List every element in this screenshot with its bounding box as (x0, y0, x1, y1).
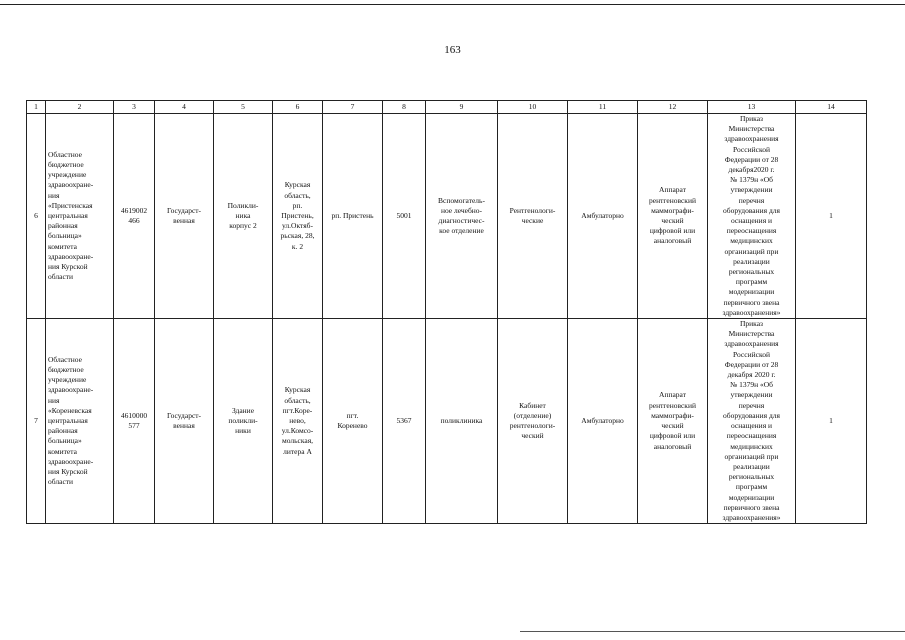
building-cell: Здание поликли- ники (214, 319, 273, 524)
equipment-cell: Аппарат рентгеновский маммографи- ческий цифровой или аналоговый (638, 114, 708, 319)
settlement-cell: пгт. Коренево (323, 319, 383, 524)
quantity-cell: 1 (796, 319, 867, 524)
row-number-cell: 7 (27, 319, 46, 524)
order-reference-cell: Приказ Министерства здравоохранения Российской Федерации от 28 декабря 2020 г. № 1379н «Об утверждении перечня оборудования для оснащения и переоснащения медицинских организаций при реализации региональных программ модернизации первичного звена здравоохранения» (708, 319, 796, 524)
quantity-cell: 1 (796, 114, 867, 319)
inn-cell: 4610000 577 (114, 319, 155, 524)
equipment-cell: Аппарат рентгеновский маммографи- ческий цифровой или аналоговый (638, 319, 708, 524)
care-type-cell: Амбулаторно (568, 114, 638, 319)
ownership-cell: Государст- венная (155, 114, 214, 319)
address-cell: Курская область, рп. Пристень, ул.Октяб- рьская, 28, к. 2 (273, 114, 323, 319)
department-cell: поликлиника (426, 319, 498, 524)
department-cell: Вспомогатель- ное лечебно- диагностичес- кое отделение (426, 114, 498, 319)
header-cell: 7 (323, 101, 383, 114)
header-cell: 8 (383, 101, 426, 114)
header-cell: 14 (796, 101, 867, 114)
header-cell: 11 (568, 101, 638, 114)
inn-cell: 4619002 466 (114, 114, 155, 319)
row-number-cell: 6 (27, 114, 46, 319)
header-cell: 10 (498, 101, 568, 114)
institution-name-cell: Областное бюджетное учреждение здравоохране- ния «Пристенская центральная районная больница» комитета здравоохране- ния Курской области (46, 114, 114, 319)
profile-cell: Рентгенологи- ческие (498, 114, 568, 319)
header-cell: 2 (46, 101, 114, 114)
bottom-rule (520, 631, 905, 632)
building-cell: Поликли- ника корпус 2 (214, 114, 273, 319)
table-row (27, 114, 867, 319)
profile-cell: Кабинет (отделение) рентгенологи- ческий (498, 319, 568, 524)
code-cell: 5001 (383, 114, 426, 319)
order-reference-cell: Приказ Министерства здравоохранения Российской Федерации от 28 декабря2020 г. № 1379н «Об утверждении перечня оборудования для оснащения и переоснащения медицинских организаций при реализации региональных программ модернизации первичного звена здравоохранения» (708, 114, 796, 319)
page-number: 163 (444, 44, 461, 56)
ownership-cell: Государст- венная (155, 319, 214, 524)
header-cell: 12 (638, 101, 708, 114)
header-cell: 4 (155, 101, 214, 114)
address-cell: Курская область, пгт.Коре- нево, ул.Комсо- мольская, литера А (273, 319, 323, 524)
equipment-table (26, 100, 867, 524)
header-row (27, 101, 867, 114)
header-cell: 5 (214, 101, 273, 114)
header-cell: 6 (273, 101, 323, 114)
header-cell: 13 (708, 101, 796, 114)
care-type-cell: Амбулаторно (568, 319, 638, 524)
settlement-cell: рп. Пристень (323, 114, 383, 319)
header-cell: 3 (114, 101, 155, 114)
table-row (27, 319, 867, 524)
header-cell: 9 (426, 101, 498, 114)
top-rule (0, 4, 905, 5)
institution-name-cell: Областное бюджетное учреждение здравоохране- ния «Кореневская центральная районная больница» комитета здравоохране- ния Курской области (46, 319, 114, 524)
code-cell: 5367 (383, 319, 426, 524)
header-cell: 1 (27, 101, 46, 114)
